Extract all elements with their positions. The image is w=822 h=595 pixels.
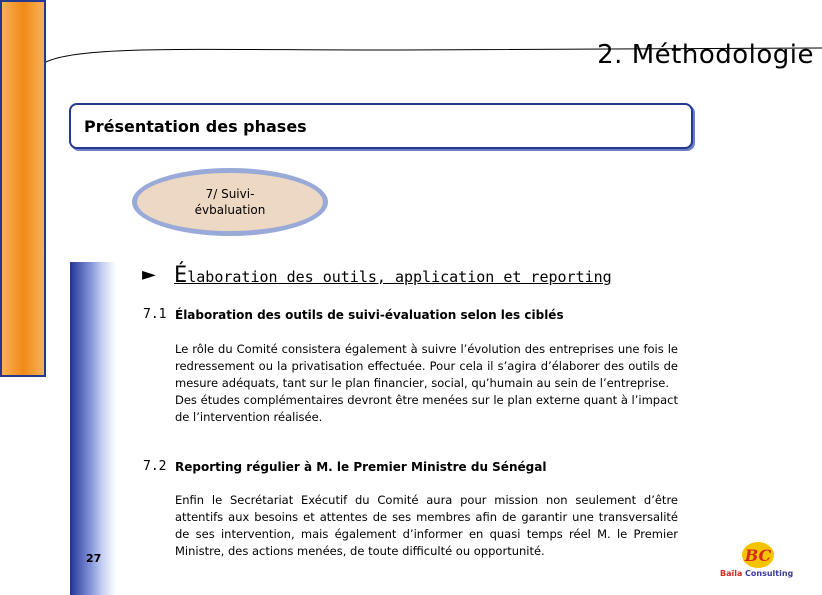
logo-word-consulting: Consulting [745,569,794,578]
bullet-arrow-icon: ► [142,264,156,285]
phases-banner [69,103,693,149]
phase-ellipse [132,168,328,236]
subsection-title-2: Reporting régulier à M. le Premier Ministre du Sénégal [175,460,547,474]
subsection-number-2: 7.2 [143,459,167,474]
logo-initials: BC [744,546,772,565]
phase-ellipse-line2: évbaluation [194,203,266,217]
baila-consulting-logo [718,540,798,580]
section-heading-rest: laboration des outils, application et reporting [187,268,612,286]
page-number: 27 [86,552,102,565]
section-heading [174,263,612,288]
subsection-title-1: Élaboration des outils de suivi-évaluation selon les ciblés [175,308,564,322]
blue-side-bar [70,262,116,595]
section-heading-initial: É [174,263,188,288]
subsection-number-1: 7.1 [143,307,167,322]
page-title: 2. Méthodologie [597,40,814,70]
subsection-paragraph-1b: Des études complémentaires devront être menées sur le plan externe quant à l’impact de l’intervention réalisée. [175,393,678,424]
subsection-paragraph-1a: Le rôle du Comité consistera également à suivre l’évolution des entreprises une fois le redressement ou la privatisation effectuée. Pour cela il s’agira d’élaborer des outils de mesure adéquats, tant sur le plan financier, social, qu’humain au sein de l’entreprise. [175,342,678,390]
subsection-paragraph-1 [175,341,678,426]
subsection-paragraph-2: Enfin le Secrétariat Exécutif du Comité aura pour mission non seulement d’être attentifs aux besoins et attentes de ses membres afin de garantir une transversalité de ses intervention, mais également d’informer en quasi temps réel M. le Premier Ministre, des actions menées, de toute difficulté ou opportunité. [175,493,678,558]
phase-ellipse-line1: 7/ Suivi- [205,187,255,201]
phases-banner-label: Présentation des phases [84,117,307,136]
logo-word-baila: Baïla [720,569,743,578]
